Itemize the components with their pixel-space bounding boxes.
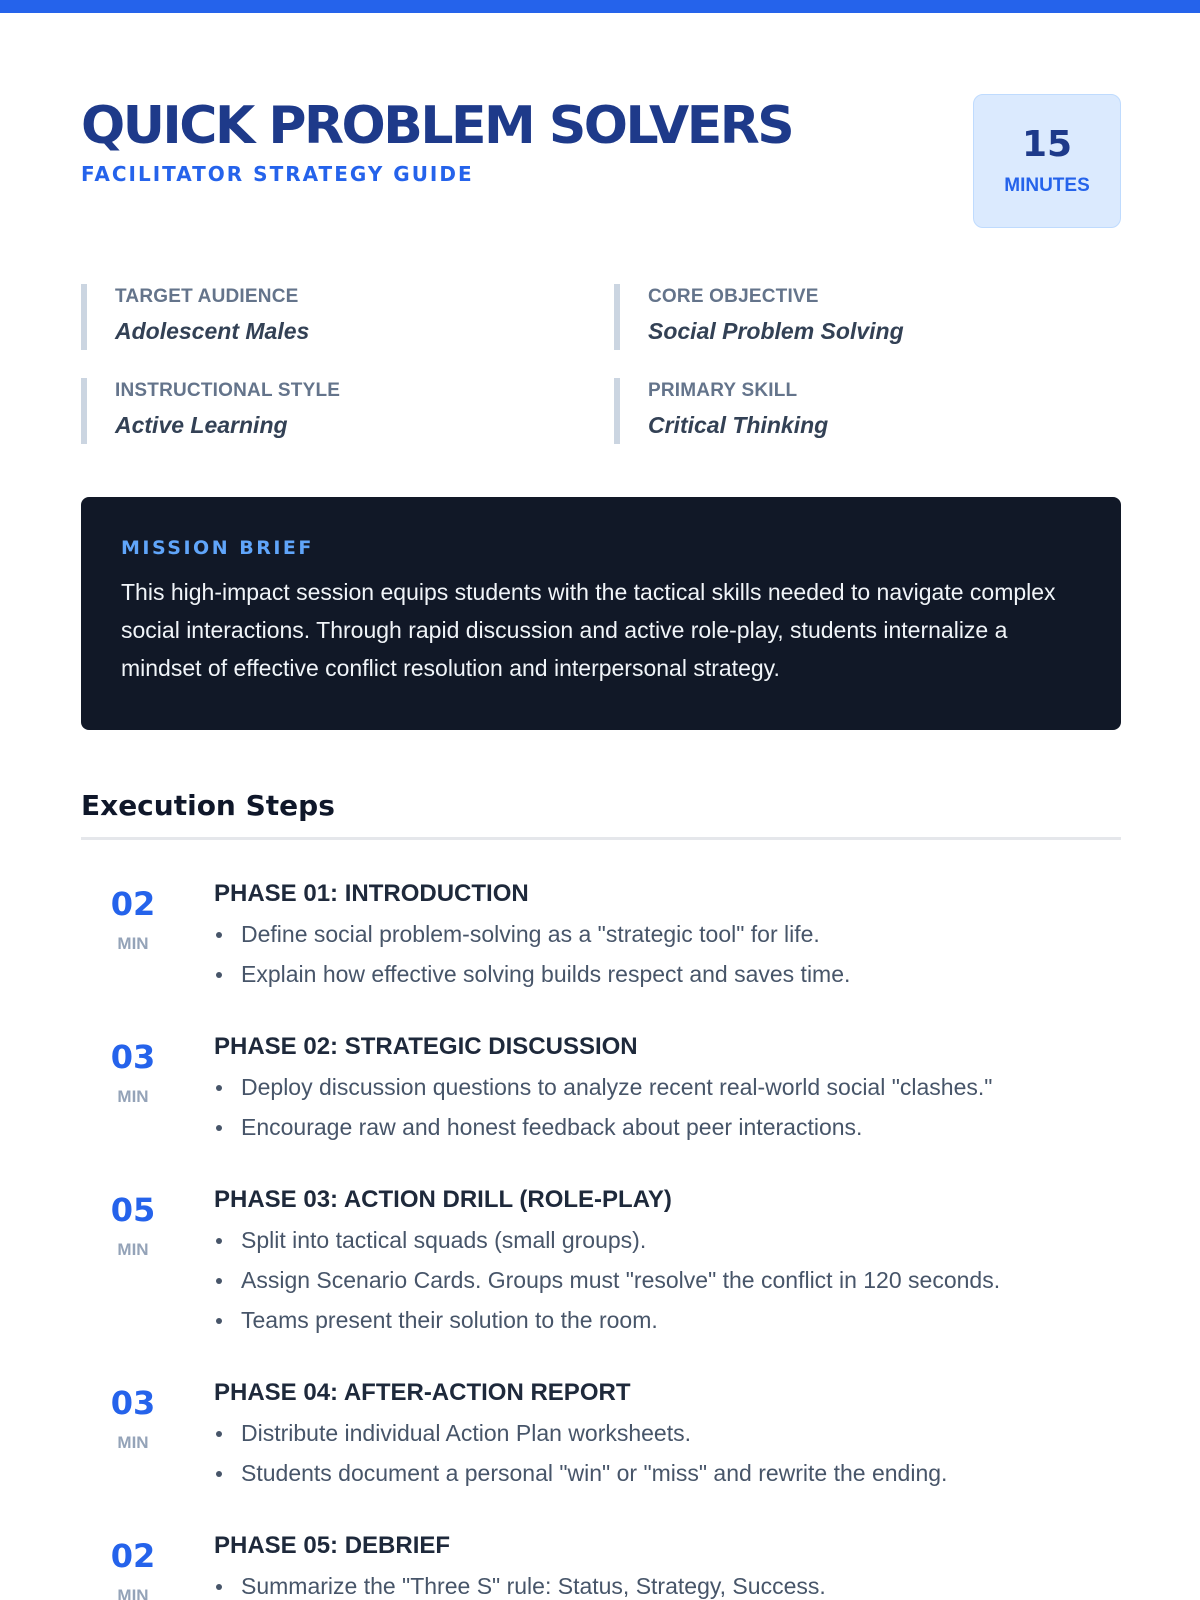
top-accent-bar — [0, 0, 1200, 13]
meta-value: Social Problem Solving — [648, 318, 904, 344]
step-bullet-list — [214, 1566, 1114, 1600]
list-item: Distribute individual Action Plan worksheets. — [214, 1413, 1114, 1453]
step-duration — [81, 1385, 185, 1453]
step-duration — [81, 886, 185, 954]
step-minutes: 02 — [110, 885, 156, 923]
page-subtitle: FACILITATOR STRATEGY GUIDE — [81, 162, 474, 186]
meta-value: Adolescent Males — [115, 318, 310, 344]
step-content — [214, 1377, 1114, 1493]
step-content — [214, 1184, 1114, 1340]
step-duration — [81, 1192, 185, 1260]
step-minutes: 03 — [110, 1038, 156, 1076]
step-title: PHASE 04: AFTER-ACTION REPORT — [214, 1379, 631, 1406]
meta-label: CORE OBJECTIVE — [648, 286, 819, 307]
step-minutes-unit: MIN — [117, 1240, 149, 1259]
step-minutes-unit: MIN — [117, 934, 149, 953]
section-divider — [81, 837, 1121, 840]
section-title-execution-steps: Execution Steps — [81, 789, 335, 822]
meta-target-audience — [81, 284, 561, 350]
list-item: Deploy discussion questions to analyze recent real-world social "clashes." — [214, 1067, 1114, 1107]
list-item: Encourage raw and honest feedback about peer interactions. — [214, 1107, 1114, 1147]
list-item: Assign Scenario Cards. Groups must "resolve" the conflict in 120 seconds. — [214, 1260, 1114, 1300]
mission-brief-label: MISSION BRIEF — [121, 537, 314, 559]
list-item: Summarize the "Three S" rule: Status, Strategy, Success. — [214, 1566, 1114, 1600]
meta-primary-skill — [614, 378, 1094, 444]
step-title: PHASE 03: ACTION DRILL (ROLE-PLAY) — [214, 1186, 672, 1213]
list-item: Teams present their solution to the room. — [214, 1300, 1114, 1340]
step-title: PHASE 05: DEBRIEF — [214, 1532, 451, 1559]
step-bullet-list — [214, 1413, 1114, 1493]
step-minutes-unit: MIN — [117, 1586, 149, 1600]
step-duration — [81, 1538, 185, 1600]
meta-core-objective — [614, 284, 1094, 350]
meta-label: TARGET AUDIENCE — [115, 286, 299, 307]
duration-badge — [973, 94, 1121, 228]
step-content — [214, 1530, 1114, 1600]
step-content — [214, 878, 1114, 994]
step-bullet-list — [214, 1220, 1114, 1340]
step-minutes: 03 — [110, 1384, 156, 1422]
meta-instructional-style — [81, 378, 561, 444]
step-bullet-list — [214, 914, 1114, 994]
list-item: Define social problem-solving as a "strategic tool" for life. — [214, 914, 1114, 954]
step-duration — [81, 1039, 185, 1107]
step-bullet-list — [214, 1067, 1114, 1147]
step-minutes: 05 — [110, 1191, 156, 1229]
mission-brief-text: This high-impact session equips students with the tactical skills needed to navigate complex social interactions. Through rapid discussion and active role-play, students internalize a mindset of effective conflict resolution and interpersonal strategy. — [121, 579, 1056, 681]
list-item: Students document a personal "win" or "miss" and rewrite the ending. — [214, 1453, 1114, 1493]
meta-value: Active Learning — [115, 412, 288, 438]
meta-value: Critical Thinking — [648, 412, 829, 438]
mission-brief-card — [81, 497, 1121, 730]
step-minutes: 02 — [110, 1537, 156, 1575]
step-title: PHASE 01: INTRODUCTION — [214, 880, 529, 907]
list-item: Explain how effective solving builds respect and saves time. — [214, 954, 1114, 994]
step-minutes-unit: MIN — [117, 1433, 149, 1452]
step-minutes-unit: MIN — [117, 1087, 149, 1106]
list-item: Split into tactical squads (small groups). — [214, 1220, 1114, 1260]
duration-unit: MINUTES — [1004, 175, 1090, 196]
page-title: QUICK PROBLEM SOLVERS — [81, 96, 793, 156]
meta-label: PRIMARY SKILL — [648, 380, 798, 401]
header — [81, 94, 1121, 234]
meta-label: INSTRUCTIONAL STYLE — [115, 380, 341, 401]
duration-value: 15 — [1021, 124, 1073, 165]
step-content — [214, 1031, 1114, 1147]
step-title: PHASE 02: STRATEGIC DISCUSSION — [214, 1033, 638, 1060]
